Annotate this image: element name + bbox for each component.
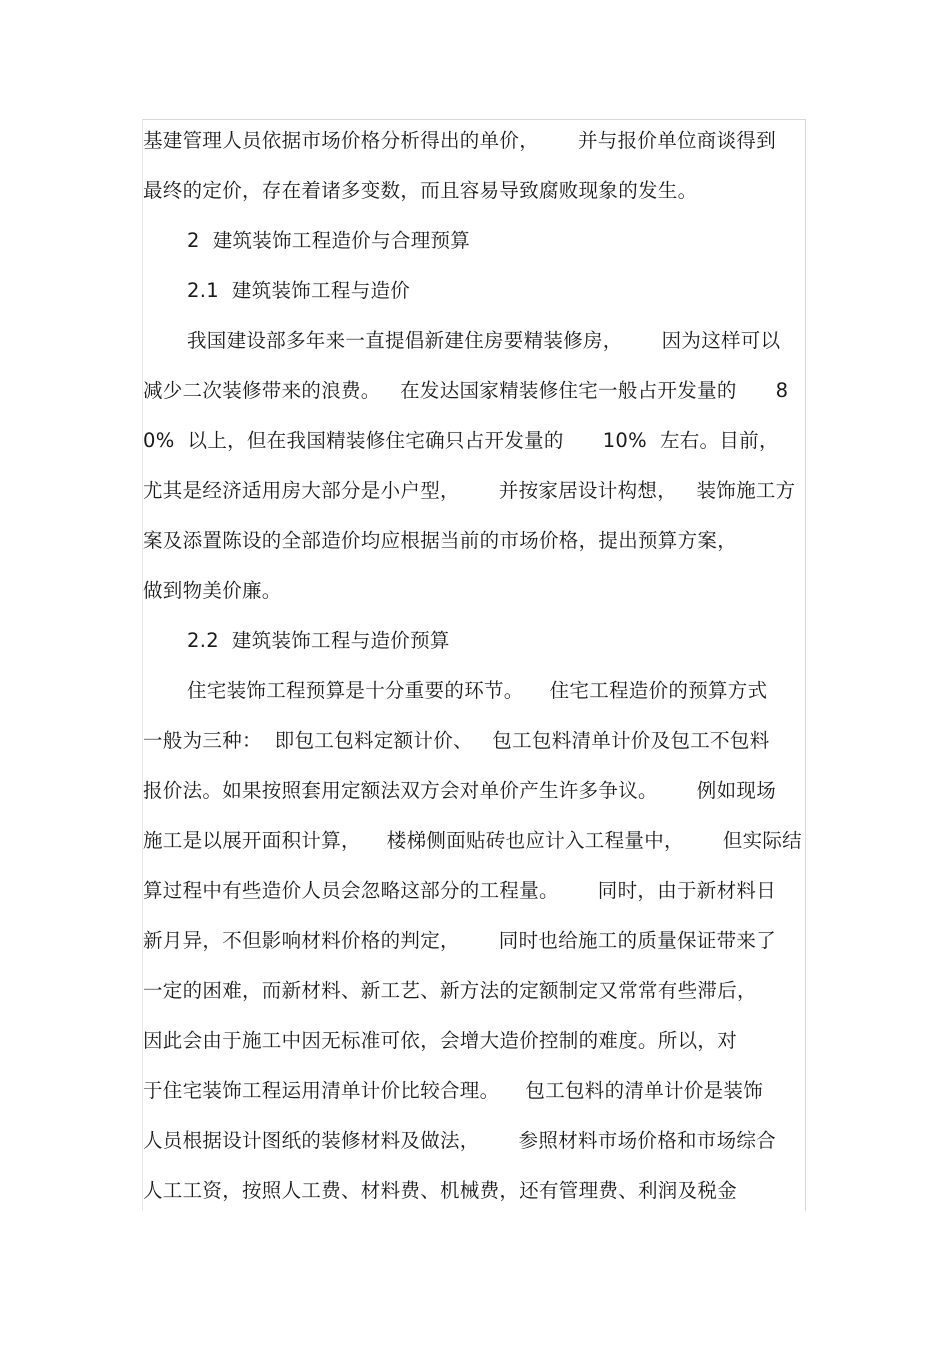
body-line-9: 案及添置陈设的全部造价均应根据当前的市场价格，提出预算方案，	[143, 529, 738, 552]
body-line-1: 基建管理人员依据市场价格分析得出的单价， 并与报价单位商谈得到	[143, 129, 776, 152]
subsection-heading-2-2: 2.2 建筑装饰工程与造价预算	[187, 629, 450, 652]
body-line-6: 减少二次装修带来的浪费。 在发达国家精装修住宅一般占开发量的 8	[143, 379, 789, 402]
body-line-20: 于住宅装饰工程运用清单计价比较合理。 包工包料的清单计价是装饰	[143, 1079, 763, 1102]
body-line-17: 新月异，不但影响材料价格的判定， 同时也给施工的质量保证带来了	[143, 929, 776, 952]
body-line-12: 住宅装饰工程预算是十分重要的环节。 住宅工程造价的预算方式	[187, 679, 768, 702]
body-line-8: 尤其是经济适用房大部分是小户型， 并按家居设计构想， 装饰施工方	[143, 479, 796, 502]
body-line-2: 最终的定价，存在着诸多变数，而且容易导致腐败现象的发生。	[143, 179, 698, 202]
body-line-14: 报价法。如果按照套用定额法双方会对单价产生许多争议。 例如现场	[143, 779, 776, 802]
body-line-16: 算过程中有些造价人员会忽略这部分的工程量。 同时，由于新材料日	[143, 879, 776, 902]
section-heading-2: 2 建筑装饰工程造价与合理预算	[187, 229, 471, 252]
body-line-15: 施工是以展开面积计算， 楼梯侧面贴砖也应计入工程量中， 但实际结	[143, 829, 802, 852]
body-line-21: 人员根据设计图纸的装修材料及做法， 参照材料市场价格和市场综合	[143, 1129, 776, 1152]
body-line-10: 做到物美价廉。	[143, 579, 282, 602]
body-line-13: 一般为三种： 即包工包料定额计价、 包工包料清单计价及包工不包料	[143, 729, 770, 752]
body-line-22: 人工工资，按照人工费、材料费、机械费，还有管理费、利润及税金	[143, 1179, 738, 1202]
body-line-18: 一定的困难，而新材料、新工艺、新方法的定额制定又常常有些滞后，	[143, 979, 757, 1002]
body-line-19: 因此会由于施工中因无标准可依，会增大造价控制的难度。所以，对	[143, 1029, 738, 1052]
body-line-7: 0% 以上，但在我国精装修住宅确只占开发量的 10% 左右。目前，	[143, 429, 779, 452]
subsection-heading-2-1: 2.1 建筑装饰工程与造价	[187, 279, 411, 302]
body-line-5: 我国建设部多年来一直提倡新建住房要精装修房， 因为这样可以	[187, 329, 781, 352]
